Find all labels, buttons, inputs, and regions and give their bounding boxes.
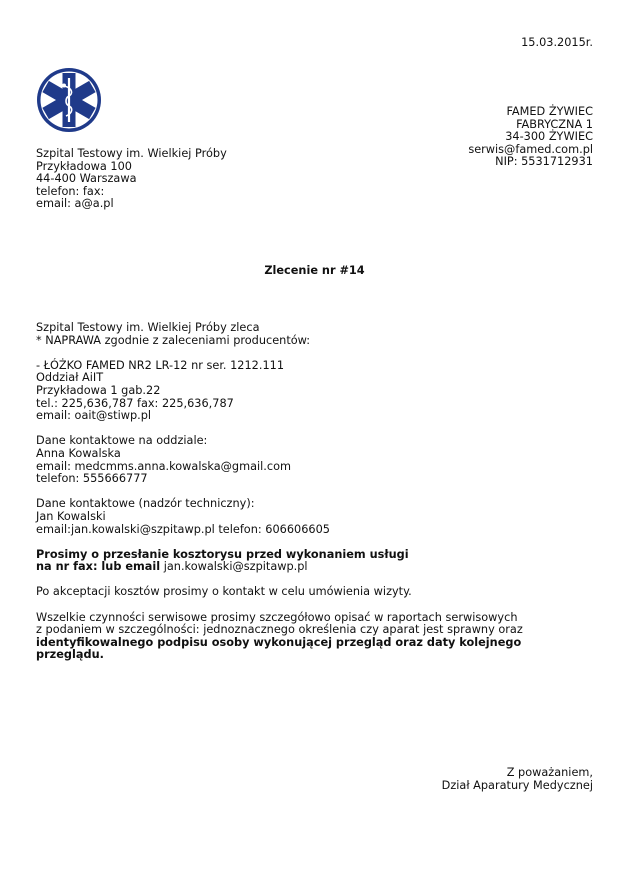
document-body	[36, 322, 596, 662]
order-line: Szpital Testowy im. Wielkiej Próby zleca	[36, 321, 260, 334]
sender-name: Szpital Testowy im. Wielkiej Próby	[36, 147, 227, 160]
sender-city: 44-400 Warszawa	[36, 172, 137, 186]
sender-email: email: a@a.pl	[36, 197, 114, 211]
tech-contact-line: Dane kontaktowe (nadzór techniczny):	[36, 497, 255, 511]
sender-street: Przykładowa 100	[36, 159, 132, 173]
ward-contact-line: Dane kontaktowe na oddziale:	[36, 434, 208, 448]
recipient-city: 34-300 ŻYWIEC	[505, 130, 593, 144]
order-section	[36, 322, 596, 347]
ward-contact-section	[36, 435, 596, 485]
sender-phone-fax: telefon: fax:	[36, 184, 105, 198]
device-line: email: oait@stiwp.pl	[36, 409, 152, 423]
instructions-line: z podaniem w szczególności: jednoznacznego określenia czy aparat jest sprawny oraz	[36, 623, 523, 637]
sender-address	[36, 148, 227, 211]
quote-request-email: jan.kowalski@szpitawp.pl	[163, 560, 308, 574]
closing-signature	[442, 767, 593, 792]
quote-request-line	[36, 561, 596, 574]
device-line: tel.: 225,636,787 fax: 225,636,787	[36, 396, 234, 410]
recipient-nip: NIP: 5531712931	[495, 155, 593, 169]
instructions-line: Wszelkie czynności serwisowe prosimy szczegółowo opisać w raportach serwisowych	[36, 610, 518, 624]
ward-contact-line: email: medcmms.anna.kowalska@gmail.com	[36, 459, 292, 473]
device-section	[36, 360, 596, 423]
acceptance-note: Po akceptacji kosztów prosimy o kontakt w celu umówienia wizyty.	[36, 585, 412, 599]
document-title: Zlecenie nr #14	[264, 264, 365, 277]
recipient-street: FABRYCZNA 1	[516, 117, 593, 131]
recipient-email: serwis@famed.com.pl	[468, 142, 593, 156]
quote-request	[36, 549, 596, 574]
service-instructions	[36, 612, 596, 662]
recipient-name: FAMED ŻYWIEC	[506, 105, 593, 118]
device-line: - ŁÓŻKO FAMED NR2 LR-12 nr ser. 1212.111	[36, 358, 285, 372]
tech-contact-line: email:jan.kowalski@szpitawp.pl telefon: 606606605	[36, 522, 330, 536]
closing-greeting: Z poważaniem,	[506, 766, 593, 779]
closing-department: Dział Aparatury Medycznej	[441, 778, 593, 792]
device-line: Oddział AiIT	[36, 371, 104, 385]
tech-contact-line: Jan Kowalski	[36, 509, 106, 523]
quote-request-bold: na nr fax: lub email	[36, 560, 161, 574]
recipient-address	[468, 106, 593, 169]
ward-contact-line: Anna Kowalska	[36, 446, 121, 460]
order-line: * NAPRAWA zgodnie z zaleceniami producentów:	[36, 333, 311, 347]
document-date: 15.03.2015r.	[521, 36, 593, 49]
device-line: Przykładowa 1 gab.22	[36, 383, 161, 397]
ward-contact-line: telefon: 555666777	[36, 472, 148, 486]
instructions-line-bold: przeglądu.	[36, 648, 104, 662]
tech-contact-section	[36, 498, 596, 536]
star-of-life-icon	[36, 67, 102, 133]
instructions-line-bold: identyfikowalnego podpisu osoby wykonującej przegląd oraz daty kolejnego	[36, 635, 522, 649]
quote-request-line: Prosimy o przesłanie kosztorysu przed wykonaniem usługi	[36, 547, 409, 561]
